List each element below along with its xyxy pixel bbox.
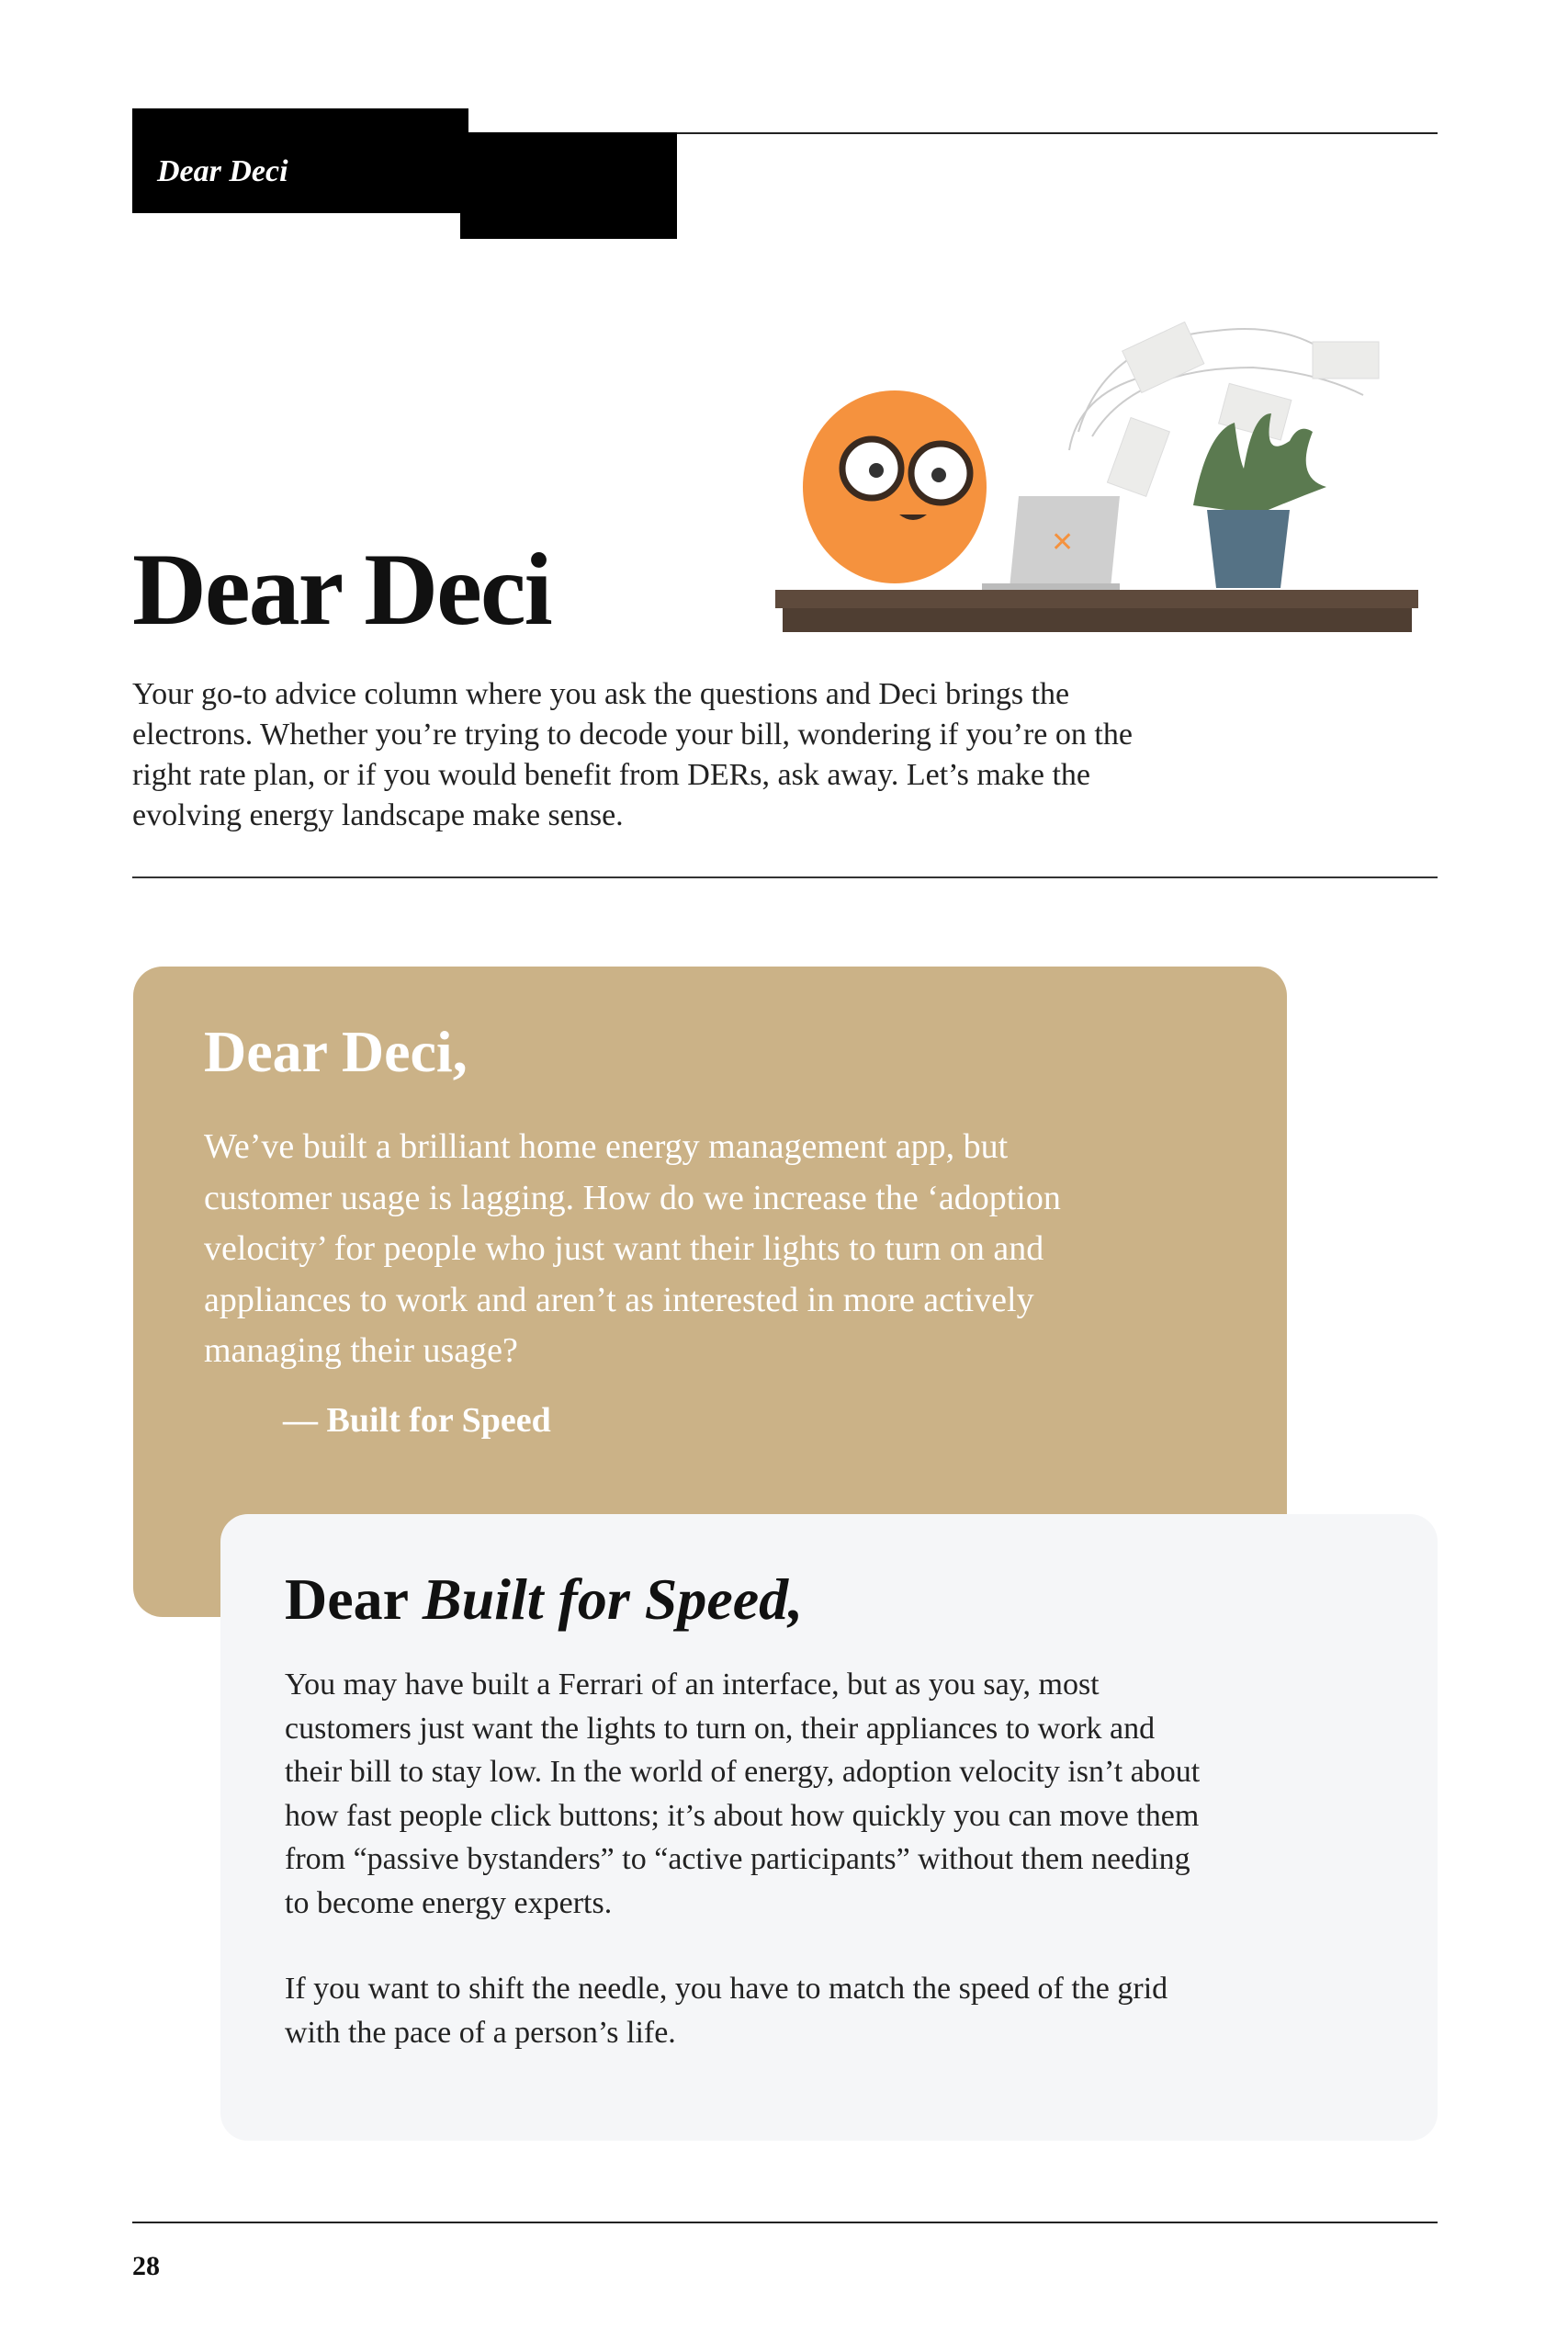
answer-line: from “passive bystanders” to “active participants” without them needing: [285, 1842, 1190, 1876]
mascot-illustration: [775, 322, 1418, 634]
envelope-icon: [1122, 322, 1204, 392]
intro-line: right rate plan, or if you would benefit from DERs, ask away. Let’s make the: [132, 758, 1091, 792]
question-line: We’ve built a brilliant home energy management app, but: [204, 1127, 1009, 1166]
question-line: managing their usage?: [204, 1331, 518, 1370]
answer-line: their bill to stay low. In the world of energy, adoption velocity isn’t about: [285, 1755, 1201, 1789]
answer-line: customers just want the lights to turn on, their appliances to work and: [285, 1711, 1156, 1746]
footer-rule: [132, 2222, 1438, 2223]
header-rule: [677, 132, 1438, 134]
header-tab-block-offset: [460, 132, 677, 239]
svg-text:✕: ✕: [1051, 526, 1075, 559]
potted-plant: [1193, 413, 1326, 588]
intro-line: Your go-to advice column where you ask the questions and Deci brings the: [132, 677, 1070, 711]
answer-line: You may have built a Ferrari of an interface, but as you say, most: [285, 1668, 1100, 1702]
question-line: appliances to work and aren’t as interested in more actively: [204, 1280, 1034, 1319]
intro-line: electrons. Whether you’re trying to decode your bill, wondering if you’re on the: [132, 718, 1133, 752]
divider: [132, 876, 1438, 878]
page-number: 28: [132, 2251, 160, 2281]
question-signature: — Built for Speed: [283, 1401, 551, 1440]
salutation-name: Built for Speed,: [422, 1566, 804, 1632]
question-line: velocity’ for people who just want their lights to turn on and: [204, 1229, 1044, 1268]
answer-line: If you want to shift the needle, you have to match the speed of the grid: [285, 1972, 1168, 2006]
desk: [775, 590, 1418, 608]
answer-paragraph-1: [285, 1663, 1200, 1925]
section-tag: Dear Deci: [157, 154, 288, 188]
answer-paragraph-2: [285, 1967, 1168, 2054]
salutation-prefix: Dear: [285, 1566, 423, 1632]
laptop: [982, 496, 1120, 594]
question-text: [204, 1122, 1061, 1377]
answer-line: with the pace of a person’s life.: [285, 2015, 676, 2050]
answer-line: to become energy experts.: [285, 1885, 613, 1920]
mascot-character: [803, 390, 987, 583]
answer-salutation: [285, 1566, 803, 1634]
question-salutation: Dear Deci,: [204, 1019, 468, 1084]
page-title: Dear Deci: [132, 533, 551, 647]
envelope-icon: [1313, 342, 1379, 379]
envelope-icon: [1107, 418, 1169, 497]
desk-front: [783, 608, 1412, 632]
intro-paragraph: [132, 674, 1133, 836]
intro-line: evolving energy landscape make sense.: [132, 798, 624, 832]
answer-line: how fast people click buttons; it’s about how quickly you can move them: [285, 1798, 1200, 1833]
question-line: customer usage is lagging. How do we increase the ‘adoption: [204, 1178, 1061, 1217]
